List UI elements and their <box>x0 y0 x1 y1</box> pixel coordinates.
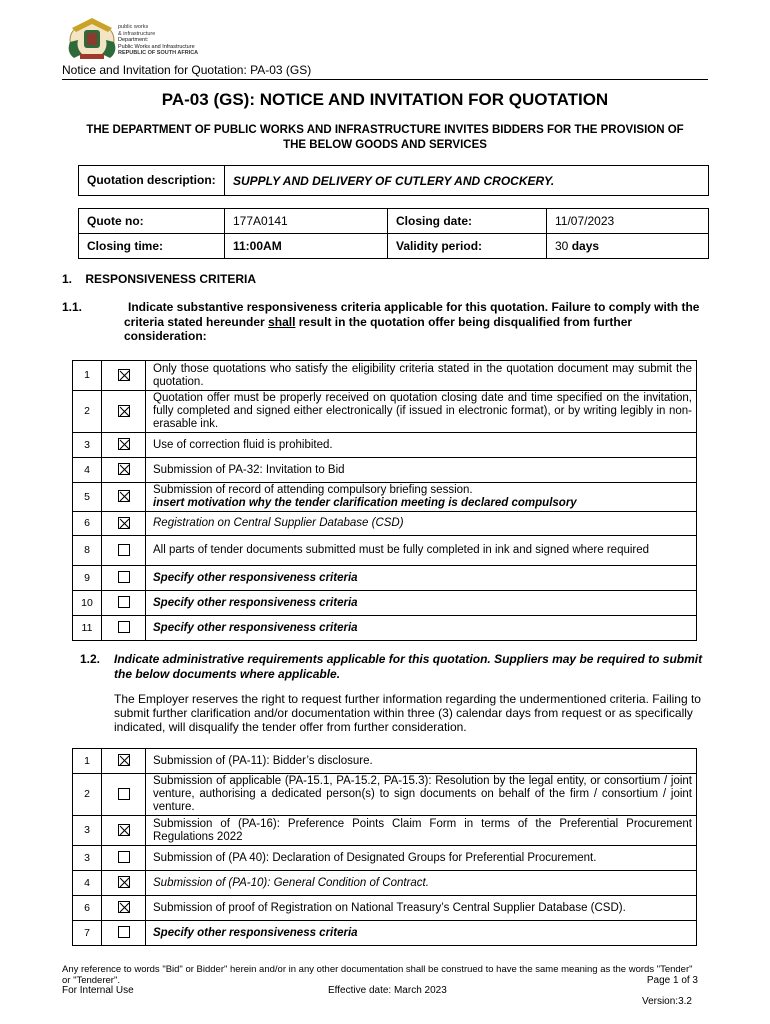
criteria-checkbox[interactable] <box>102 566 146 591</box>
table-row <box>73 591 697 616</box>
criteria-text: Registration on Central Supplier Database (CSD) <box>146 512 697 536</box>
closing-time-label: Closing time: <box>79 234 225 259</box>
requirement-checkbox[interactable] <box>102 846 146 871</box>
requirement-text: Submission of (PA-11): Bidder’s disclosure. <box>146 749 697 774</box>
criteria-text: Specify other responsiveness criteria <box>146 591 697 616</box>
row-number: 9 <box>73 566 102 591</box>
footer-internal-use: For Internal Use <box>62 985 134 996</box>
requirement-checkbox[interactable] <box>102 921 146 946</box>
checkbox-unchecked-icon[interactable] <box>118 851 130 863</box>
logo-line-1: public works <box>118 24 149 30</box>
criteria-checkbox[interactable] <box>102 512 146 536</box>
row-number: 1 <box>73 749 102 774</box>
requirement-text: Submission of applicable (PA-15.1, PA-15.2, PA-15.3): Resolution by the legal entity, or consortium / joint venture, authorising a dedicated person(s) to sign documents on behalf of the firm / consortium / joint venture. <box>146 774 697 816</box>
quotation-description-value: SUPPLY AND DELIVERY OF CUTLERY AND CROCKERY. <box>225 166 709 196</box>
requirement-text: Submission of (PA 40): Declaration of Designated Groups for Preferential Procurement. <box>146 846 697 871</box>
checkbox-unchecked-icon[interactable] <box>118 621 130 633</box>
instructions-part-a: Indicate substantive responsiveness criteria applicable for this quotation. Failure to comply with the criteria stated hereunder <box>124 300 700 329</box>
validity-period-unit: days <box>571 239 600 253</box>
checkbox-unchecked-icon[interactable] <box>118 788 130 800</box>
checkbox-checked-icon[interactable] <box>118 901 130 913</box>
table-row <box>73 774 697 816</box>
table-row <box>73 536 697 566</box>
checkbox-checked-icon[interactable] <box>118 369 130 381</box>
responsiveness-criteria-table <box>72 360 697 641</box>
table-row <box>73 458 697 483</box>
quotation-description-table <box>78 165 709 196</box>
checkbox-unchecked-icon[interactable] <box>118 544 130 556</box>
checkbox-checked-icon[interactable] <box>118 405 130 417</box>
criteria-text-line: Submission of record of attending compulsory briefing session. <box>153 484 473 496</box>
closing-date-label: Closing date: <box>388 209 547 234</box>
instructions-part-b: result in the quotation offer being disqualified from further consideration: <box>124 314 633 343</box>
criteria-text: All parts of tender documents submitted must be fully completed in ink and signed where required <box>146 536 697 566</box>
criteria-checkbox[interactable] <box>102 591 146 616</box>
page-number: Page 1 of 3 <box>646 975 698 986</box>
logo-line-5: REPUBLIC OF SOUTH AFRICA <box>118 50 199 56</box>
requirement-checkbox[interactable] <box>102 896 146 921</box>
coat-of-arms-icon <box>62 14 122 64</box>
page-subtitle: THE DEPARTMENT OF PUBLIC WORKS AND INFRASTRUCTURE INVITES BIDDERS FOR THE PROVISION OF THE BELOW GOODS AND SERVICES <box>86 124 684 151</box>
checkbox-checked-icon[interactable] <box>118 754 130 766</box>
criteria-text: Specify other responsiveness criteria <box>146 616 697 641</box>
row-number: 3 <box>73 846 102 871</box>
section-heading <box>62 272 256 286</box>
criteria-checkbox[interactable] <box>102 483 146 512</box>
table-row <box>73 616 697 641</box>
requirement-checkbox[interactable] <box>102 816 146 846</box>
checkbox-checked-icon[interactable] <box>118 463 130 475</box>
criteria-text: Quotation offer must be properly received on quotation closing date and time specified on the invitation, fully completed and signed either electronically (if issued in electronic format), or by writing legibly in non-erasable ink. <box>146 391 697 433</box>
criteria-checkbox[interactable] <box>102 391 146 433</box>
criteria-text <box>146 483 697 512</box>
checkbox-checked-icon[interactable] <box>118 876 130 888</box>
table-row <box>73 566 697 591</box>
quotation-details-table <box>78 208 709 259</box>
footer-effective-date: Effective date: March 2023 <box>328 985 447 996</box>
row-number: 2 <box>73 391 102 433</box>
row-number: 4 <box>73 871 102 896</box>
table-row <box>73 896 697 921</box>
row-number: 11 <box>73 616 102 641</box>
row-number: 5 <box>73 483 102 512</box>
table-row <box>73 816 697 846</box>
header-divider <box>62 79 708 80</box>
validity-period-value <box>547 234 709 259</box>
criteria-text: Submission of PA-32: Invitation to Bid <box>146 458 697 483</box>
checkbox-checked-icon[interactable] <box>118 517 130 529</box>
requirement-checkbox[interactable] <box>102 871 146 896</box>
logo-line-2: & infrastructure <box>118 30 156 37</box>
administrative-requirements-table <box>72 748 697 946</box>
quotation-description-label: Quotation description: <box>79 166 225 196</box>
footer-version: Version:3.2 <box>641 996 692 1007</box>
checkbox-checked-icon[interactable] <box>118 824 130 836</box>
row-number: 3 <box>73 816 102 846</box>
logo-line-4: Public Works and Infrastructure <box>118 43 195 50</box>
row-number: 4 <box>73 458 102 483</box>
subsection-number: 1.1. <box>62 300 83 314</box>
table-row <box>73 433 697 458</box>
row-number: 10 <box>73 591 102 616</box>
checkbox-checked-icon[interactable] <box>118 490 130 502</box>
section-number: 1. <box>62 272 73 286</box>
quote-no-label: Quote no: <box>79 209 225 234</box>
footer-note: Any reference to words "Bid" or Bidder" herein and/or in any other documentation shall be construed to have the same meaning as the words "Tender" or "Tenderer". <box>62 964 693 986</box>
department-logo-text <box>118 24 198 57</box>
criteria-checkbox[interactable] <box>102 616 146 641</box>
subsection-instructions: Indicate administrative requirements applicable for this quotation. Suppliers may be required to submit the below documents where applicable. <box>114 652 703 681</box>
row-number: 2 <box>73 774 102 816</box>
table-row <box>73 512 697 536</box>
closing-time-value: 11:00AM <box>225 234 388 259</box>
table-row <box>73 483 697 512</box>
table-row <box>73 749 697 774</box>
logo-line-3: Department: <box>118 37 149 43</box>
instructions-emphasis: shall <box>268 314 296 329</box>
validity-period-number: 30 <box>555 239 569 253</box>
criteria-motivation-placeholder: insert motivation why the tender clarification meeting is declared compulsory <box>153 497 577 509</box>
row-number: 8 <box>73 536 102 566</box>
table-row <box>73 846 697 871</box>
table-row <box>73 391 697 433</box>
criteria-checkbox[interactable] <box>102 458 146 483</box>
checkbox-checked-icon[interactable] <box>118 438 130 450</box>
subsection-instructions <box>124 300 700 344</box>
criteria-text: Use of correction fluid is prohibited. <box>146 433 697 458</box>
criteria-text: Only those quotations who satisfy the eligibility criteria stated in the quotation document may submit the quotation. <box>146 361 697 391</box>
criteria-checkbox[interactable] <box>102 536 146 566</box>
requirement-text: Specify other responsiveness criteria <box>146 921 697 946</box>
checkbox-unchecked-icon[interactable] <box>118 596 130 608</box>
checkbox-unchecked-icon[interactable] <box>118 571 130 583</box>
row-number: 3 <box>73 433 102 458</box>
employer-note: The Employer reserves the right to request further information regarding the undermentioned criteria. Failing to submit further clarification and/or documentation within three (3) calendar days from request or as specifically indicated, will disqualify the tender offer from further consideration. <box>114 692 701 734</box>
page-title: PA-03 (GS): NOTICE AND INVITATION FOR QUOTATION <box>161 90 609 109</box>
validity-period-label: Validity period: <box>388 234 547 259</box>
subsection-number: 1.2. <box>80 652 101 666</box>
row-number: 7 <box>73 921 102 946</box>
row-number: 1 <box>73 361 102 391</box>
section-title: RESPONSIVENESS CRITERIA <box>85 272 257 286</box>
requirement-checkbox[interactable] <box>102 774 146 816</box>
requirement-text: Submission of (PA-16): Preference Points Claim Form in terms of the Preferential Procurement Regulations 2022 <box>146 816 697 846</box>
requirement-checkbox[interactable] <box>102 749 146 774</box>
table-row <box>73 871 697 896</box>
criteria-checkbox[interactable] <box>102 361 146 391</box>
quote-no-value: 177A0141 <box>225 209 388 234</box>
criteria-text: Specify other responsiveness criteria <box>146 566 697 591</box>
checkbox-unchecked-icon[interactable] <box>118 926 130 938</box>
requirement-text: Submission of proof of Registration on National Treasury’s Central Supplier Database (CSD). <box>146 896 697 921</box>
table-row <box>73 361 697 391</box>
criteria-checkbox[interactable] <box>102 433 146 458</box>
row-number: 6 <box>73 512 102 536</box>
requirement-text: Submission of (PA-10): General Condition of Contract. <box>146 871 697 896</box>
table-row <box>73 921 697 946</box>
running-header: Notice and Invitation for Quotation: PA-03 (GS) <box>62 63 312 77</box>
row-number: 6 <box>73 896 102 921</box>
closing-date-value: 11/07/2023 <box>547 209 709 234</box>
